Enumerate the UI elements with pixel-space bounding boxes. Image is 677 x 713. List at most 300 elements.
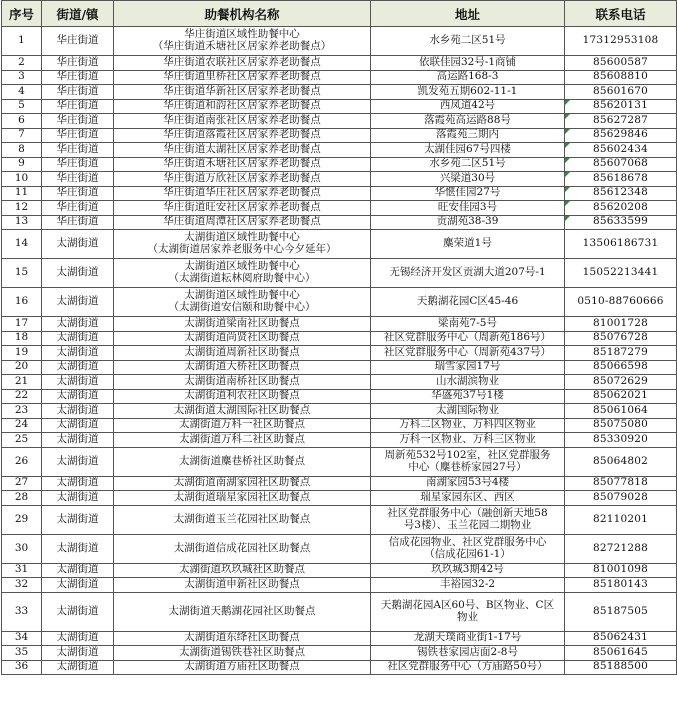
cell-phone <box>565 433 677 448</box>
phone-text: 82110201 <box>592 512 649 525</box>
cell-org-line: 太湖街道大桥社区助餐点 <box>184 360 300 373</box>
cell-org-line: （太湖街道安信颐和助餐中心） <box>168 301 316 313</box>
cell-address <box>371 389 565 404</box>
cell-org-line: 太湖街道东绛社区助餐点 <box>184 631 300 644</box>
cell-street: 太湖街道 <box>42 491 114 506</box>
cell-org-line: 太湖街道尚贤社区助餐点 <box>184 331 300 344</box>
table-row <box>2 259 677 288</box>
cell-org-line: 太湖街道万科二社区助餐点 <box>179 432 305 445</box>
cell-org-line: 太湖街道天鹅湖花园社区助餐点 <box>168 604 316 617</box>
phone-text: 85608810 <box>592 70 649 83</box>
cell-phone <box>565 646 677 661</box>
cell-no: 23 <box>2 404 42 419</box>
cell-org-line: 华庄街道区域性助餐中心 <box>184 28 300 41</box>
cell-phone <box>565 27 677 56</box>
cell-address-line: 太湖国际物业 <box>436 403 499 416</box>
cell-address-line: 兴梁道30号 <box>439 171 496 184</box>
cell-org-line: 太湖街道区域性助餐中心 <box>184 231 300 244</box>
cell-street: 太湖街道 <box>42 505 114 534</box>
phone-text: 85618678 <box>592 171 649 184</box>
cell-phone <box>565 505 677 534</box>
cell-phone <box>565 534 677 563</box>
cell-street: 太湖街道 <box>42 259 114 288</box>
cell-phone <box>565 143 677 158</box>
cell-org-line: 太湖街道信成花园社区助餐点 <box>173 541 311 554</box>
cell-address <box>371 128 565 143</box>
cell-address <box>371 186 565 201</box>
comment-marker-icon <box>565 158 570 163</box>
phone-text: 85061645 <box>592 645 649 658</box>
cell-org <box>114 476 371 491</box>
cell-address-line: 号3楼）、玉兰花园二期物业 <box>403 518 532 531</box>
header-no: 序号 <box>2 1 42 27</box>
cell-phone <box>565 128 677 143</box>
cell-address-line: 水乡苑二区51号 <box>429 157 506 170</box>
cell-phone <box>565 288 677 317</box>
cell-address-line: 瑞雪家园17号 <box>434 360 501 373</box>
cell-address <box>371 660 565 675</box>
cell-org <box>114 418 371 433</box>
cell-no: 26 <box>2 447 42 476</box>
cell-org <box>114 70 371 85</box>
cell-address-line: 丰裕园32-2 <box>439 577 496 590</box>
cell-address-line: 贡湖苑38-39 <box>436 215 499 228</box>
cell-address <box>371 563 565 578</box>
cell-phone <box>565 172 677 187</box>
cell-org <box>114 317 371 332</box>
cell-org-line: 华庄街道旺安社区居家养老助餐点 <box>163 200 321 213</box>
cell-org <box>114 259 371 288</box>
cell-address <box>371 114 565 129</box>
comment-marker-icon <box>565 201 570 206</box>
cell-address-line: 万科一区物业、万科三区物业 <box>399 432 536 445</box>
cell-street: 华庄街道 <box>42 157 114 172</box>
cell-phone <box>565 317 677 332</box>
cell-no: 29 <box>2 505 42 534</box>
cell-address <box>371 578 565 593</box>
cell-address-line: 天鹅湖花园C区45-46 <box>416 295 519 308</box>
cell-org <box>114 128 371 143</box>
cell-address <box>371 27 565 56</box>
table-row <box>2 646 677 661</box>
cell-org <box>114 230 371 259</box>
cell-org-line: 太湖街道玉兰花园社区助餐点 <box>173 512 311 525</box>
cell-no: 7 <box>2 128 42 143</box>
cell-address-line: 社区党群服务中心（周新苑186号） <box>383 331 552 344</box>
cell-no: 25 <box>2 433 42 448</box>
cell-phone <box>565 201 677 216</box>
cell-org-line: 华庄街道太湖社区居家养老助餐点 <box>163 142 321 155</box>
phone-text: 85062431 <box>592 631 649 644</box>
cell-address-line: 玖玖城3期42号 <box>431 563 504 576</box>
cell-address-line: 物业 <box>457 610 478 623</box>
cell-address <box>371 375 565 390</box>
cell-street: 太湖街道 <box>42 534 114 563</box>
cell-address-line: 周新苑532号102室，社区党群服务 <box>384 448 551 461</box>
cell-org <box>114 143 371 158</box>
cell-org <box>114 157 371 172</box>
phone-text: 85629846 <box>592 128 649 141</box>
cell-address-line: 西凤道42号 <box>439 99 496 112</box>
phone-text: 85077818 <box>592 476 649 489</box>
cell-address-line: 梁南苑7-5号 <box>438 316 497 329</box>
table-row <box>2 447 677 476</box>
cell-address <box>371 646 565 661</box>
cell-address-line: 万科二区物业、万科四区物业 <box>399 418 536 431</box>
cell-phone <box>565 331 677 346</box>
phone-text: 17312953108 <box>582 34 659 47</box>
cell-address-line: 天鹅湖花园A区60号、B区物业、C区 <box>380 598 555 611</box>
cell-address-line: 社区党群服务中心（周新苑437号） <box>383 345 552 358</box>
cell-address <box>371 99 565 114</box>
phone-text: 85064802 <box>592 454 649 467</box>
cell-phone <box>565 70 677 85</box>
table-row <box>2 375 677 390</box>
table-row <box>2 56 677 71</box>
cell-phone <box>565 259 677 288</box>
cell-street: 华庄街道 <box>42 143 114 158</box>
cell-address-line: 信成花园物业、社区党群服务中心 <box>388 535 547 548</box>
cell-org <box>114 491 371 506</box>
cell-address-line: 社区党群服务中心（方庙路50号） <box>387 660 548 673</box>
table-row <box>2 418 677 433</box>
phone-text: 85601670 <box>592 84 649 97</box>
cell-no: 12 <box>2 201 42 216</box>
cell-address <box>371 360 565 375</box>
cell-street: 太湖街道 <box>42 288 114 317</box>
cell-org <box>114 288 371 317</box>
cell-org-line: 太湖街道瑞星家园社区助餐点 <box>173 490 311 503</box>
cell-no: 9 <box>2 157 42 172</box>
cell-no: 27 <box>2 476 42 491</box>
phone-text: 81001098 <box>592 563 649 576</box>
cell-street: 华庄街道 <box>42 172 114 187</box>
cell-no: 5 <box>2 99 42 114</box>
cell-phone <box>565 476 677 491</box>
table-row <box>2 433 677 448</box>
table-row <box>2 331 677 346</box>
cell-no: 19 <box>2 346 42 361</box>
cell-org-line: 太湖街道南湖家园社区助餐点 <box>173 476 311 489</box>
cell-address <box>371 433 565 448</box>
cell-phone <box>565 157 677 172</box>
cell-org-line: 华庄街道落霞社区居家养老助餐点 <box>163 128 321 141</box>
table-row <box>2 27 677 56</box>
cell-address <box>371 143 565 158</box>
phone-text: 81001728 <box>592 316 649 329</box>
cell-address-line: 龙湖天璞商业街1-17号 <box>413 631 522 644</box>
cell-org <box>114 534 371 563</box>
cell-street: 太湖街道 <box>42 317 114 332</box>
cell-org <box>114 331 371 346</box>
table-row <box>2 215 677 230</box>
cell-org-line: （华庄街道禾塘社区居家养老助餐点） <box>152 40 332 52</box>
cell-address-line: 瑞星家园东区、西区 <box>420 490 515 503</box>
table-row <box>2 505 677 534</box>
cell-org-line: 华庄街道禾塘社区居家养老助餐点 <box>163 157 321 170</box>
cell-address-line: 山水湖滨物业 <box>436 374 499 387</box>
cell-address <box>371 404 565 419</box>
cell-address-line: 社区党群服务中心（融创新天地58 <box>387 506 548 519</box>
phone-text: 85620208 <box>592 200 649 213</box>
phone-text: 0510-88760666 <box>577 295 664 308</box>
cell-no: 11 <box>2 186 42 201</box>
cell-street: 太湖街道 <box>42 404 114 419</box>
table-row <box>2 578 677 593</box>
cell-phone <box>565 360 677 375</box>
cell-org <box>114 346 371 361</box>
table-row <box>2 128 677 143</box>
cell-org-line: 太湖街道太湖国际社区助餐点 <box>173 403 311 416</box>
table-row <box>2 389 677 404</box>
cell-org-line: 太湖街道玖玖城社区助餐点 <box>179 563 305 576</box>
phone-text: 13506186731 <box>582 237 659 250</box>
cell-org <box>114 375 371 390</box>
table-row <box>2 631 677 646</box>
cell-address-line: （信成花园61-1） <box>424 547 511 560</box>
phone-text: 85062021 <box>592 389 649 402</box>
cell-no: 17 <box>2 317 42 332</box>
cell-org <box>114 563 371 578</box>
cell-address <box>371 288 565 317</box>
cell-org-line: 华庄街道和韵社区居家养老助餐点 <box>163 99 321 112</box>
cell-phone <box>565 592 677 631</box>
cell-street: 太湖街道 <box>42 646 114 661</box>
cell-org-line: 太湖街道周新社区助餐点 <box>184 345 300 358</box>
cell-street: 太湖街道 <box>42 375 114 390</box>
cell-address-line: 华盛苑37号1楼 <box>431 389 504 402</box>
cell-no: 22 <box>2 389 42 404</box>
cell-org <box>114 505 371 534</box>
cell-org <box>114 631 371 646</box>
table-row <box>2 360 677 375</box>
cell-address <box>371 70 565 85</box>
cell-no: 16 <box>2 288 42 317</box>
cell-street: 太湖街道 <box>42 563 114 578</box>
cell-org-line: 太湖街道区域性助餐中心 <box>184 289 300 302</box>
comment-marker-icon <box>565 114 570 119</box>
cell-org-line: 太湖街道区域性助餐中心 <box>184 260 300 273</box>
phone-text: 85600587 <box>592 55 649 68</box>
cell-org <box>114 27 371 56</box>
table-row <box>2 201 677 216</box>
cell-org <box>114 99 371 114</box>
cell-street: 太湖街道 <box>42 660 114 675</box>
phone-text: 85187505 <box>592 604 649 617</box>
phone-text: 85602434 <box>592 142 649 155</box>
cell-org <box>114 215 371 230</box>
cell-street: 华庄街道 <box>42 56 114 71</box>
cell-address-line: 落霞苑三期内 <box>436 128 499 141</box>
cell-no: 1 <box>2 27 42 56</box>
cell-no: 4 <box>2 85 42 100</box>
table-row <box>2 70 677 85</box>
cell-address <box>371 56 565 71</box>
comment-marker-icon <box>565 129 570 134</box>
phone-text: 85076728 <box>592 331 649 344</box>
cell-street: 太湖街道 <box>42 433 114 448</box>
cell-org <box>114 85 371 100</box>
cell-street: 华庄街道 <box>42 215 114 230</box>
cell-phone <box>565 418 677 433</box>
cell-address <box>371 447 565 476</box>
comment-marker-icon <box>565 216 570 221</box>
cell-no: 24 <box>2 418 42 433</box>
cell-phone <box>565 578 677 593</box>
cell-no: 2 <box>2 56 42 71</box>
table-row <box>2 143 677 158</box>
cell-address <box>371 505 565 534</box>
cell-org-line: 太湖街道麋巷桥社区助餐点 <box>179 454 305 467</box>
cell-address-line: 麋荣道1号 <box>443 237 492 250</box>
cell-address-line: 锡铁巷家园店面2-8号 <box>417 645 518 658</box>
cell-address-line: 华惬佳园27号 <box>434 186 501 199</box>
table-row <box>2 288 677 317</box>
cell-org-line: 华庄街道华新社区居家养老助餐点 <box>163 84 321 97</box>
cell-org-line: 华庄街道万欣社区居家养老助餐点 <box>163 171 321 184</box>
cell-address <box>371 346 565 361</box>
cell-address <box>371 215 565 230</box>
phone-text: 85066598 <box>592 360 649 373</box>
phone-text: 82721288 <box>592 541 649 554</box>
comment-marker-icon <box>565 187 570 192</box>
cell-phone <box>565 114 677 129</box>
cell-org <box>114 433 371 448</box>
cell-no: 33 <box>2 592 42 631</box>
cell-no: 34 <box>2 631 42 646</box>
cell-address <box>371 172 565 187</box>
cell-address-line: 高运路168-3 <box>436 70 499 83</box>
cell-phone <box>565 375 677 390</box>
phone-text: 15052213441 <box>582 266 659 279</box>
phone-text: 85620131 <box>592 99 649 112</box>
cell-org <box>114 646 371 661</box>
table-row <box>2 99 677 114</box>
cell-org-line: 太湖街道万科一社区助餐点 <box>179 418 305 431</box>
cell-address <box>371 85 565 100</box>
cell-street: 太湖街道 <box>42 476 114 491</box>
cell-address-line: 旺安佳园3号 <box>437 200 498 213</box>
cell-phone <box>565 631 677 646</box>
table-row <box>2 114 677 129</box>
cell-street: 太湖街道 <box>42 631 114 646</box>
cell-phone <box>565 491 677 506</box>
cell-org-line: 华庄街道农联社区居家养老助餐点 <box>163 55 321 68</box>
cell-street: 太湖街道 <box>42 331 114 346</box>
cell-address-line: 南湖家园53号4楼 <box>425 476 510 489</box>
cell-no: 30 <box>2 534 42 563</box>
cell-address-line: 凯发苑五期602-11-1 <box>417 84 518 97</box>
cell-address <box>371 534 565 563</box>
cell-street: 华庄街道 <box>42 114 114 129</box>
cell-street: 华庄街道 <box>42 128 114 143</box>
cell-street: 太湖街道 <box>42 592 114 631</box>
cell-phone <box>565 447 677 476</box>
cell-address <box>371 331 565 346</box>
cell-org-line: 太湖街道利农社区助餐点 <box>184 389 300 402</box>
cell-no: 15 <box>2 259 42 288</box>
cell-phone <box>565 56 677 71</box>
cell-address <box>371 157 565 172</box>
comment-marker-icon <box>565 172 570 177</box>
cell-address <box>371 592 565 631</box>
cell-address <box>371 201 565 216</box>
table-row <box>2 230 677 259</box>
table-row <box>2 476 677 491</box>
cell-address <box>371 631 565 646</box>
phone-text: 85079028 <box>592 490 649 503</box>
cell-org-line: 华庄街道南张社区居家养老助餐点 <box>163 113 321 126</box>
table-row <box>2 172 677 187</box>
cell-street: 华庄街道 <box>42 99 114 114</box>
cell-address-line: 依联佳园32号-1商铺 <box>418 55 517 68</box>
cell-phone <box>565 404 677 419</box>
cell-no: 32 <box>2 578 42 593</box>
cell-no: 14 <box>2 230 42 259</box>
cell-street: 华庄街道 <box>42 85 114 100</box>
cell-phone <box>565 99 677 114</box>
cell-org <box>114 404 371 419</box>
table-row <box>2 491 677 506</box>
table-row <box>2 534 677 563</box>
cell-address <box>371 491 565 506</box>
phone-text: 85627287 <box>592 113 649 126</box>
phone-text: 85612348 <box>592 186 649 199</box>
cell-address <box>371 476 565 491</box>
cell-phone <box>565 186 677 201</box>
phone-text: 85607068 <box>592 157 649 170</box>
table-row <box>2 85 677 100</box>
phone-text: 85180143 <box>592 577 649 590</box>
phone-text: 85061064 <box>592 403 649 416</box>
cell-address <box>371 230 565 259</box>
cell-no: 21 <box>2 375 42 390</box>
cell-street: 华庄街道 <box>42 27 114 56</box>
header-row <box>2 1 677 27</box>
cell-no: 10 <box>2 172 42 187</box>
cell-no: 6 <box>2 114 42 129</box>
cell-org-line: 太湖街道梁南社区助餐点 <box>184 316 300 329</box>
cell-org <box>114 360 371 375</box>
cell-address <box>371 317 565 332</box>
meal-service-table <box>1 0 677 675</box>
cell-phone <box>565 660 677 675</box>
cell-org <box>114 592 371 631</box>
header-phone: 联系电话 <box>565 1 677 27</box>
phone-text: 85075080 <box>592 418 649 431</box>
cell-org <box>114 186 371 201</box>
cell-no: 36 <box>2 660 42 675</box>
cell-street: 太湖街道 <box>42 346 114 361</box>
cell-phone <box>565 215 677 230</box>
cell-org-line: （太湖街道居家养老服务中心今夕延年） <box>147 243 337 255</box>
cell-address-line: 太湖佳园67号四楼 <box>424 142 511 155</box>
phone-text: 85633599 <box>592 215 649 228</box>
cell-phone <box>565 346 677 361</box>
cell-org <box>114 201 371 216</box>
cell-street: 太湖街道 <box>42 447 114 476</box>
table-row <box>2 660 677 675</box>
cell-org-line: 华庄街道华庄社区居家养老助餐点 <box>163 186 321 199</box>
cell-no: 20 <box>2 360 42 375</box>
cell-street: 华庄街道 <box>42 201 114 216</box>
header-org: 助餐机构名称 <box>114 1 371 27</box>
cell-street: 华庄街道 <box>42 186 114 201</box>
cell-phone <box>565 389 677 404</box>
cell-street: 太湖街道 <box>42 360 114 375</box>
table-row <box>2 317 677 332</box>
cell-no: 13 <box>2 215 42 230</box>
